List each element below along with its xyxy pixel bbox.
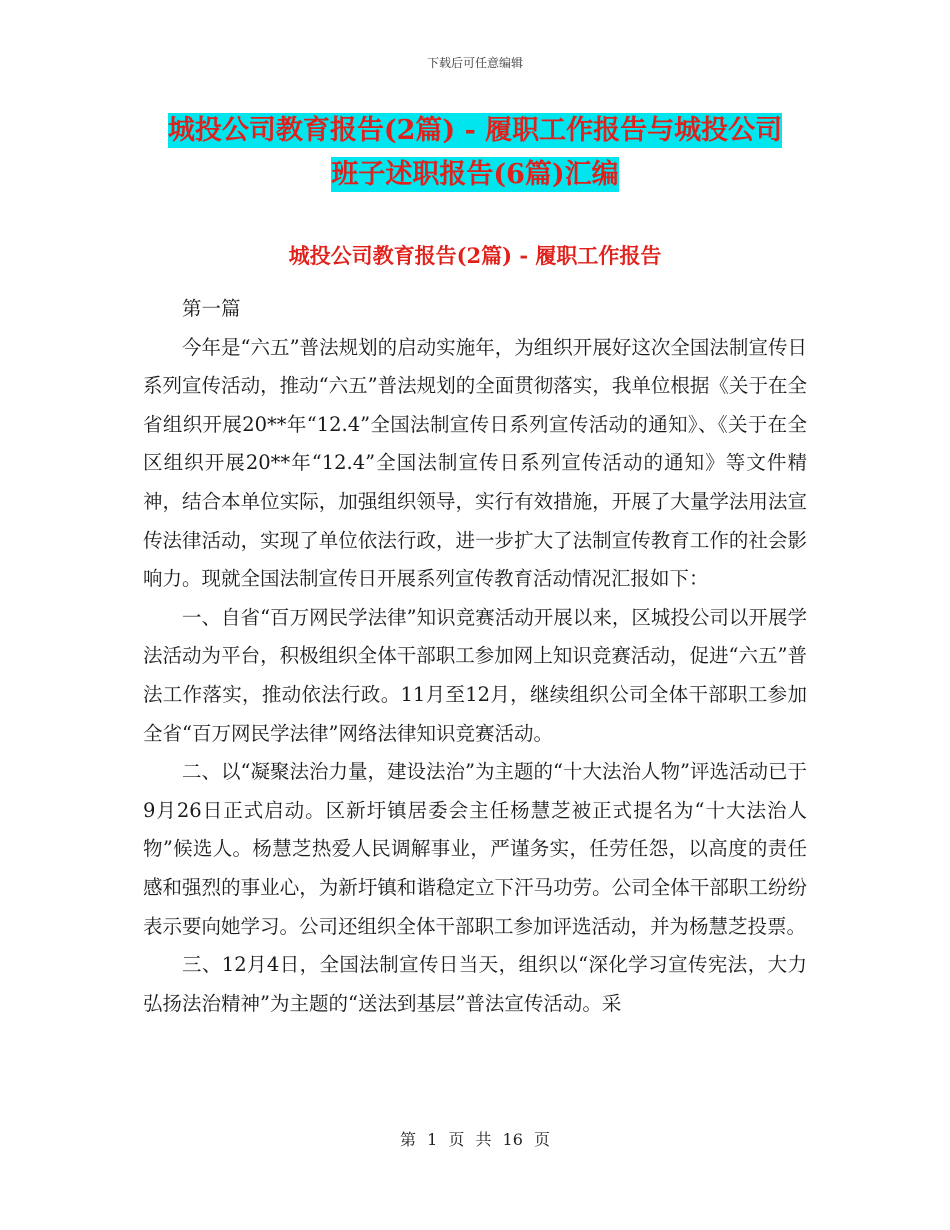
title-highlight-2: 班子述职报告(6篇)汇编 [331,159,619,190]
paragraph-two: 二、以“凝聚法治力量，建设法治”为主题的“十大法治人物”评选活动已于9月26日正式启动。区新圩镇居委会主任杨慧芝被正式提名为“十大法治人物”候选人。杨慧芝热爱人民调解事业，严谨务实，任劳任怨，以高度的责任感和强烈的事业心，为新圩镇和谐稳定立下汗马功劳。公司全体干部职工纷纷表示要向她学习。公司还组织全体干部职工参加评选活动，并为杨慧芝投票。 [143,760,807,938]
paragraph-three: 三、12月4日，全国法制宣传日当天，组织以“深化学习宣传宪法，大力弘扬法治精神”为主题的“送法到基层”普法宣传活动。采 [143,953,807,1015]
paragraph-one: 一、自省“百万网民学法律”知识竞赛活动开展以来，区城投公司以开展学法活动为平台，积极组织全体干部职工参加网上知识竞赛活动，促进“六五”普法工作落实，推动依法行政。11月至12月，继续组织公司全体干部职工参加全省“百万网民学法律”网络法律知识竞赛活动。 [143,605,807,745]
section-title: 城投公司教育报告(2篇) - 履职工作报告 [288,243,662,268]
document-title-line-2 [0,151,950,199]
page-header: 下载后可任意编辑 [426,56,523,70]
document-body [143,290,807,1023]
title-highlight-1: 城投公司教育报告(2篇) - 履职工作报告与城投公司 [167,115,783,146]
page-footer: 第 1 页 共 16 页 [400,1130,550,1149]
document-title-line-1 [0,107,950,155]
paragraph-intro: 今年是“六五”普法规划的启动实施年，为组织开展好这次全国法制宣传日系列宣传活动，推动“六五”普法规划的全面贯彻落实，我单位根据《关于在全省组织开展20**年“12.4”全国法制宣传日系列宣传活动的通知》、《关于在全区组织开展20**年“12.4”全国法制宣传日系列宣传活动的通知》等文件精神，结合本单位实际，加强组织领导，实行有效措施，开展了大量学法用法宣传法律活动，实现了单位依法行政，进一步扩大了法制宣传教育工作的社会影响力。现就全国法制宣传日开展系列宣传教育活动情况汇报如下： [143,335,807,591]
section-label: 第一篇 [182,297,241,320]
